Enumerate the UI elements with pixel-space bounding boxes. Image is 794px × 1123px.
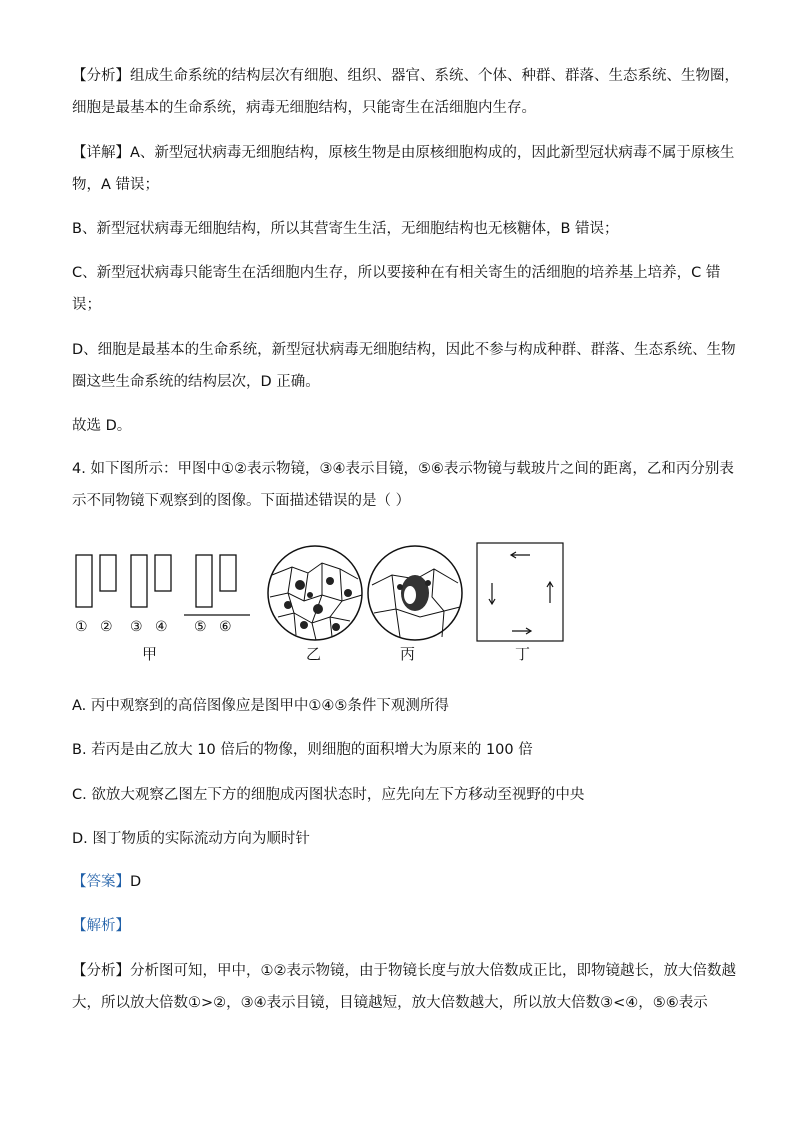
label-5: ⑤ <box>194 619 207 635</box>
label-bing: 丙 <box>400 645 416 663</box>
eyepiece-4 <box>155 555 171 591</box>
label-3: ③ <box>130 619 143 635</box>
option-b: B. 若丙是由乙放大 10 倍后的物像，则细胞的面积增大为原来的 100 倍 <box>72 742 533 758</box>
objective-1 <box>76 555 92 607</box>
detail-a-line-2: 物，A 错误； <box>72 177 160 193</box>
eyepiece-3 <box>131 555 147 607</box>
question-4-line-1: 4. 如下图所示：甲图中①②表示物镜，③④表示目镜，⑤⑥表示物镜与载玻片之间的距离，乙和丙分别表 <box>72 461 734 477</box>
analysis-line-2: 细胞是最基本的生命系统，病毒无细胞结构，只能寄生在活细胞内生存。 <box>72 100 536 116</box>
detail-choose: 故选 D。 <box>72 418 132 434</box>
question-4-line-2: 示不同物镜下观察到的图像。下面描述错误的是（ ） <box>72 493 411 509</box>
analysis-line-1: 【分析】组成生命系统的结构层次有细胞、组织、器官、系统、个体、种群、群落、生态系统、生物圈， <box>72 68 739 84</box>
label-2: ② <box>100 619 113 635</box>
label-6: ⑥ <box>219 619 232 635</box>
detail-c-line-1: C、新型冠状病毒只能寄生在活细胞内生存，所以要接种在有相关寄生的活细胞的培养基上培养，C 错 <box>72 265 721 281</box>
detail-d-line-1: D、细胞是最基本的生命系统，新型冠状病毒无细胞结构，因此不参与构成种群、群落、生态系统、生物 <box>72 342 736 358</box>
detail-b: B、新型冠状病毒无细胞结构，所以其营寄生生活，无细胞结构也无核糖体，B 错误； <box>72 221 619 237</box>
image-bing <box>368 546 462 640</box>
label-yi: 乙 <box>306 645 322 663</box>
detail-c-line-2: 误； <box>72 297 101 313</box>
answer-line <box>72 866 722 898</box>
label-4: ④ <box>155 619 168 635</box>
microscope-figure <box>60 535 740 675</box>
option-c: C. 欲放大观察乙图左下方的细胞成丙图状态时，应先向左下方移动至视野的中央 <box>72 787 585 803</box>
image-ding <box>477 543 563 641</box>
analysis2-line-1: 【分析】分析图可知，甲中，①②表示物镜，由于物镜长度与放大倍数成正比，即物镜越长，放大倍数越 <box>72 963 736 979</box>
answer-value: D <box>130 874 142 890</box>
analysis2-line-2: 大，所以放大倍数①>②，③④表示目镜，目镜越短，放大倍数越大，所以放大倍数③<④，⑤⑥表示 <box>72 995 708 1011</box>
jiexi-tag: 【解析】 <box>72 918 130 934</box>
label-ding: 丁 <box>515 645 531 663</box>
distance-5 <box>196 555 212 607</box>
detail-a-line-1: 【详解】A、新型冠状病毒无细胞结构，原核生物是由原核细胞构成的，因此新型冠状病毒不属于原核生 <box>72 145 735 161</box>
option-d: D. 图丁物质的实际流动方向为顺时针 <box>72 831 310 847</box>
image-yi <box>268 546 362 640</box>
detail-d-line-2: 圈这些生命系统的结构层次，D 正确。 <box>72 374 320 390</box>
answer-tag: 【答案】 <box>72 874 130 890</box>
label-1: ① <box>75 619 88 635</box>
option-a: A. 丙中观察到的高倍图像应是图甲中①④⑤条件下观测所得 <box>72 698 449 714</box>
label-jia: 甲 <box>142 645 158 663</box>
distance-6 <box>220 555 236 591</box>
objective-2 <box>100 555 116 591</box>
lens-group <box>76 555 250 615</box>
